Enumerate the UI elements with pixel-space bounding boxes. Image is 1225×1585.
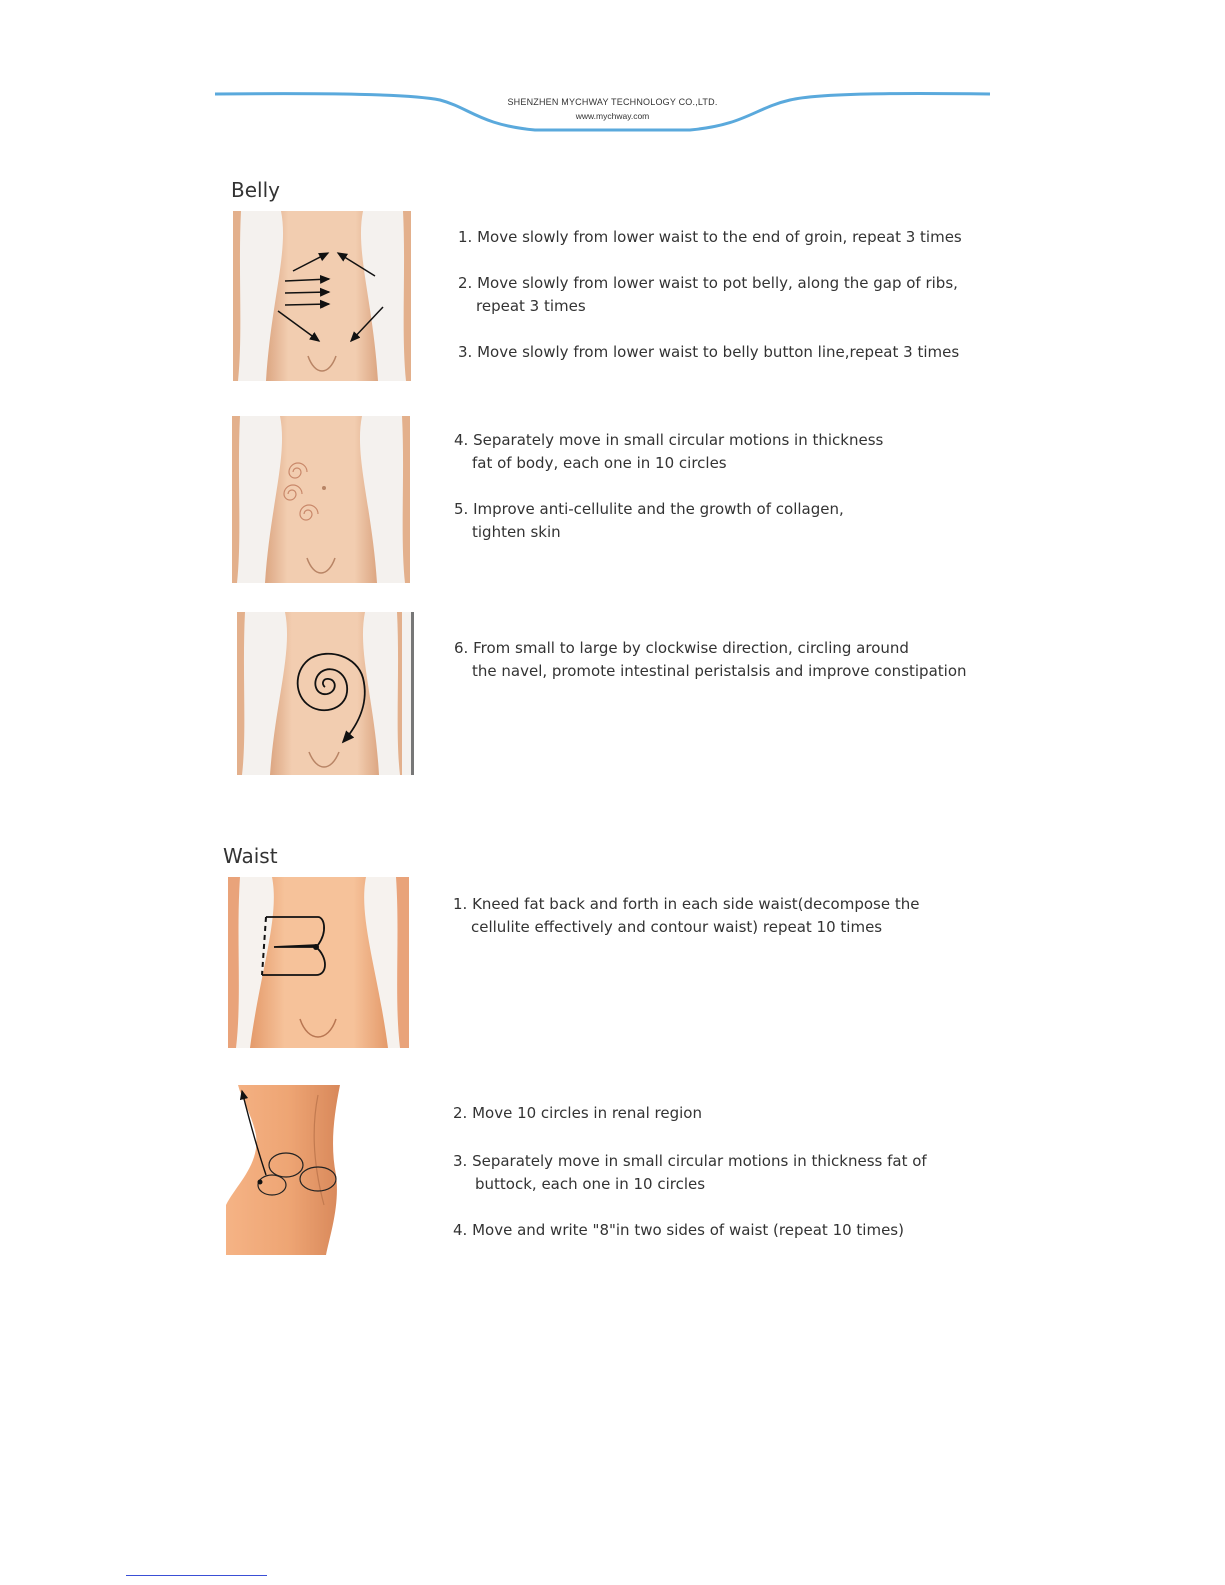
waist-figure-front (228, 877, 409, 1048)
footer-rule (126, 1575, 267, 1576)
header-wave (0, 0, 1225, 150)
company-name: SHENZHEN MYCHWAY TECHNOLOGY CO.,LTD. (507, 97, 718, 107)
belly-figure-arrows (233, 211, 411, 381)
belly-figure-small-circles (232, 416, 410, 583)
waist-step-4: 4. Move and write "8"in two sides of waist (repeat 10 times) (453, 1221, 904, 1239)
belly-figure-spiral (237, 612, 414, 775)
belly-step-1: 1. Move slowly from lower waist to the end of groin, repeat 3 times (458, 228, 962, 246)
belly-title: Belly (231, 178, 280, 202)
belly-step-5: 5. Improve anti-cellulite and the growth of collagen, tighten skin (454, 500, 844, 541)
belly-step-3: 3. Move slowly from lower waist to belly button line,repeat 3 times (458, 343, 960, 361)
belly-step-6: 6. From small to large by clockwise direction, circling around the navel, promote intestinal peristalsis and improve constipation (454, 639, 967, 680)
waist-step-3: 3. Separately move in small circular motions in thickness fat of buttock, each one in 10 circles (453, 1152, 927, 1193)
waist-step-2: 2. Move 10 circles in renal region (453, 1104, 702, 1122)
company-website: www.mychway.com (575, 111, 650, 121)
waist-figure-side (226, 1085, 344, 1255)
belly-step-4: 4. Separately move in small circular motions in thickness fat of body, each one in 10 circles (454, 431, 884, 472)
waist-step-1: 1. Kneed fat back and forth in each side waist(decompose the cellulite effectively and contour waist) repeat 10 times (453, 895, 920, 936)
waist-title: Waist (223, 844, 278, 868)
belly-step-2: 2. Move slowly from lower waist to pot belly, along the gap of ribs, repeat 3 times (458, 274, 958, 315)
